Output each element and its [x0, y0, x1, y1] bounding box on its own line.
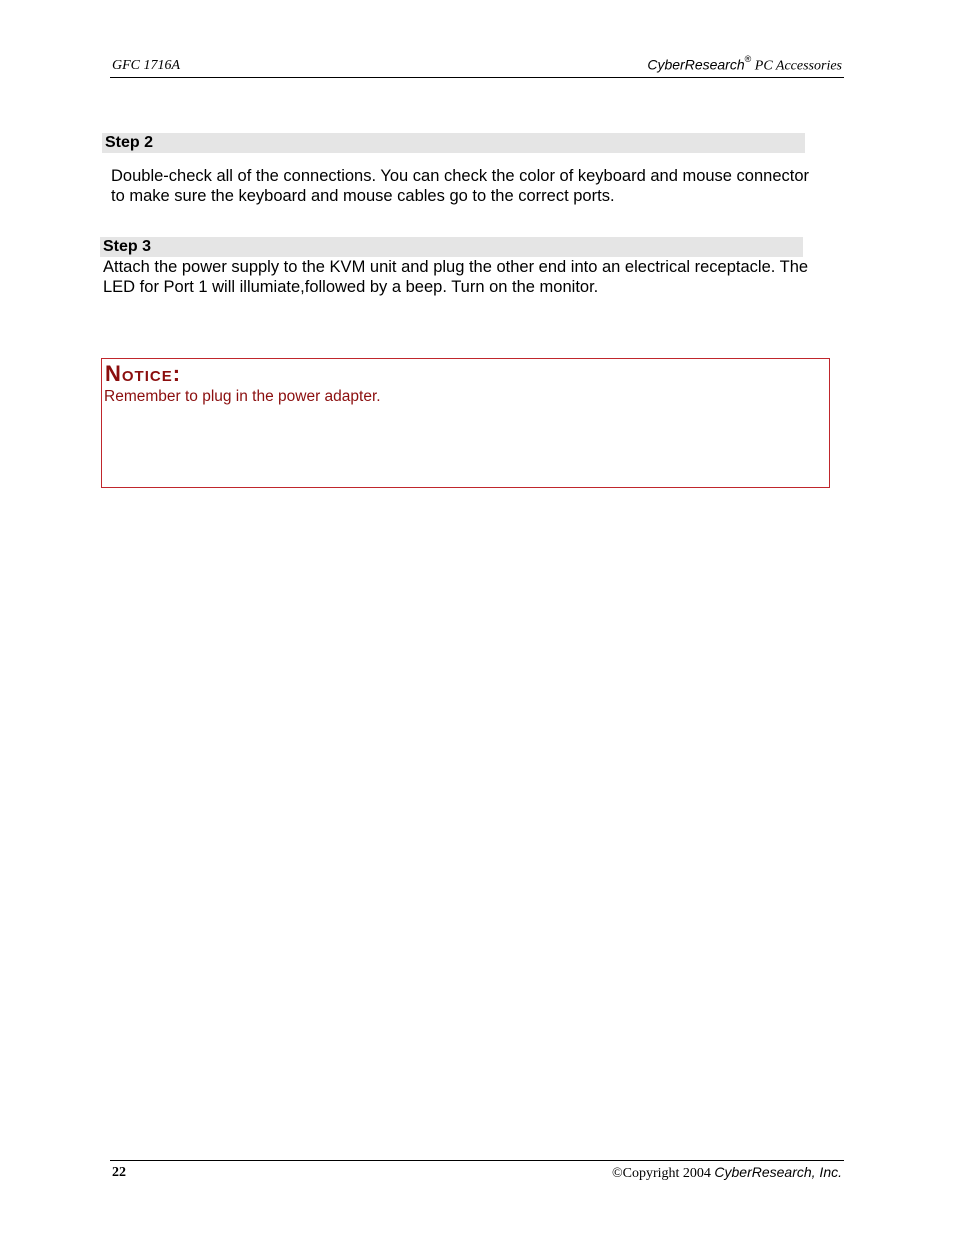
page-header — [110, 56, 844, 78]
header-brand — [647, 56, 842, 75]
model-name: GFC 1716A — [112, 58, 181, 73]
notice-box — [101, 358, 830, 488]
page-footer — [110, 1160, 844, 1185]
notice-title: Notice: — [105, 361, 182, 386]
brand-name: CyberResearch — [647, 56, 745, 73]
copyright-prefix: ©Copyright 2004 — [611, 1166, 715, 1181]
registered-mark: ® — [744, 54, 752, 64]
step-3-heading: Step 3 — [100, 237, 803, 257]
header-suffix: PC Accessories — [751, 58, 842, 74]
copyright — [612, 1164, 842, 1182]
page-number: 22 — [112, 1165, 126, 1180]
step-2-text: Double-check all of the connections. You can check the color of keyboard and mouse connector to make sure the keyboard and mouse cables go to the correct ports. — [111, 167, 810, 205]
step-3-text: Attach the power supply to the KVM unit and plug the other end into an electrical receptacle. The LED for Port 1 will illumiate,followed by a beep. Turn on the monitor. — [103, 258, 809, 296]
notice-text: Remember to plug in the power adapter. — [104, 388, 381, 405]
step-2-heading: Step 2 — [102, 133, 805, 153]
copyright-brand: CyberResearch, Inc. — [714, 1164, 842, 1180]
